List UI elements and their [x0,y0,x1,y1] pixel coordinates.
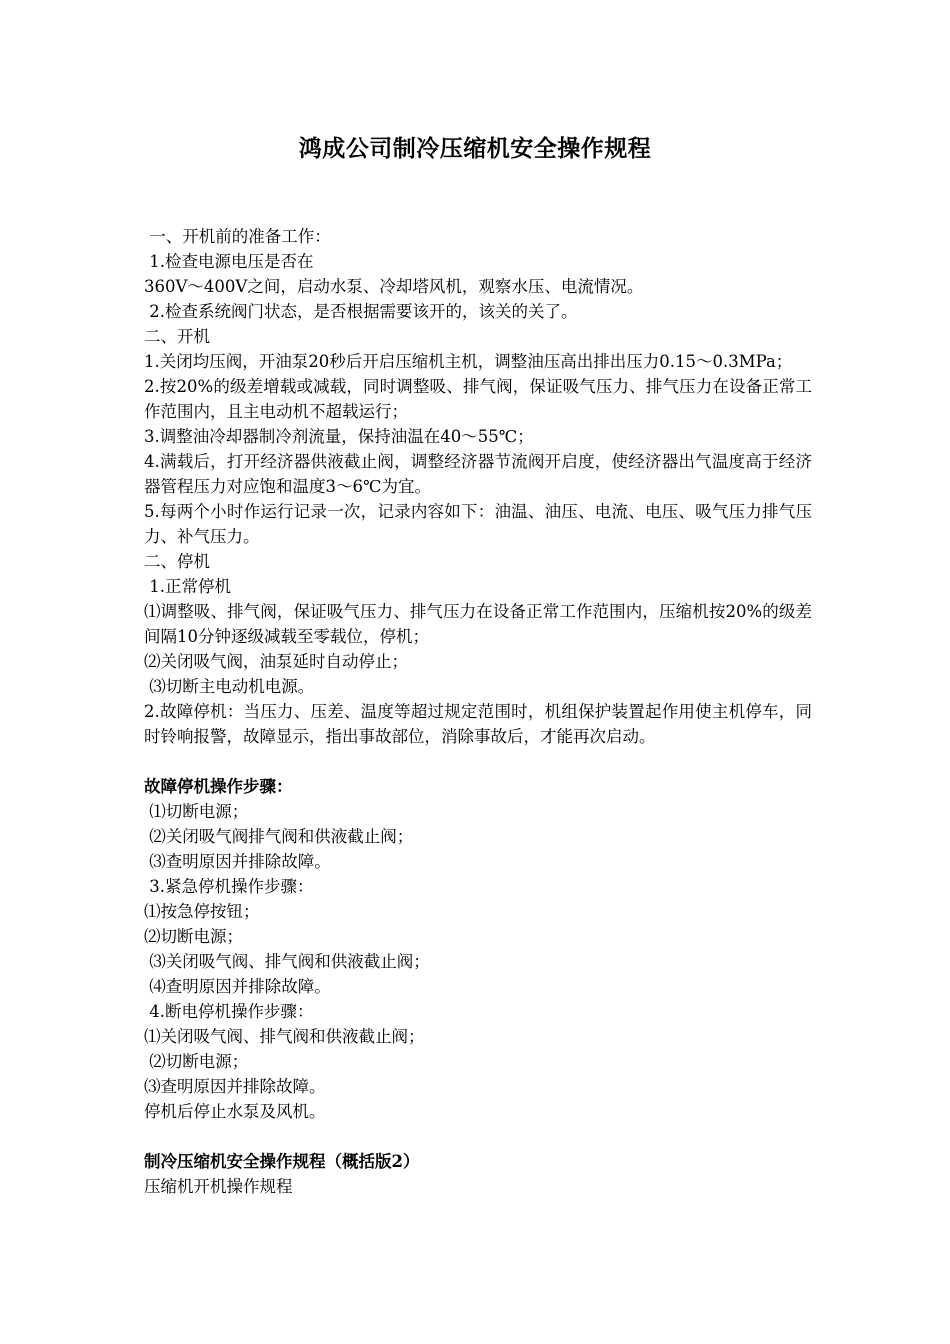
list-item: ⑷查明原因并排除故障。 [144,977,331,996]
list-item: ⑶查明原因并排除故障。 [144,852,331,871]
list-item: ⑶查明原因并排除故障。 [144,1077,326,1096]
paragraph-line: 360V～400V之间，启动水泵、冷却塔风机，观察水压、电流情况。 [144,277,644,296]
paragraph-line: 1.正常停机 [144,577,231,596]
paragraph-line: ⑵关闭吸气阀，油泵延时自动停止； [144,652,408,671]
paragraph-line: 4.断电停机操作步骤： [144,1002,314,1021]
paragraph-line: 1.关闭均压阀，开油泵20秒后开启压缩机主机，调整油压高出排出压力0.15～0.3MPa； [144,352,793,371]
paragraph-line: 停机后停止水泵及风机。 [144,1102,326,1121]
blank-line [144,1124,812,1149]
list-item: ⑵切断电源； [144,1052,249,1071]
paragraph-line: 1.检查电源电压是否在 [144,252,314,271]
paragraph-line: 5.每两个小时作运行记录一次，记录内容如下：油温、油压、电流、电压、吸气压力排气压力、补气压力。 [144,502,812,546]
paragraph-line: 压缩机开机操作规程 [144,1177,293,1196]
section-heading-shutdown: 二、停机 [144,552,210,571]
document-title: 鸿成公司制冷压缩机安全操作规程 [298,135,652,162]
paragraph-line: ⑶切断主电动机电源。 [144,677,315,696]
paragraph-line: 3.调整油冷却器制冷剂流量，保持油温在40～55℃； [144,427,534,446]
list-item: ⑴按急停按钮； [144,902,260,921]
section-heading-preparation: 一、开机前的准备工作： [144,227,331,246]
paragraph-line: ⑴调整吸、排气阀，保证吸气压力、排气压力在设备正常工作范围内，压缩机按20%的级差间隔10分钟逐级减载至零载位，停机； [144,602,812,646]
paragraph-line: 2.按20%的级差增载或减载，同时调整吸、排气阀，保证吸气压力、排气压力在设备正常工作范围内，且主电动机不超载运行； [144,377,812,421]
list-item: ⑵切断电源； [144,927,243,946]
list-item: ⑵关闭吸气阀排气阀和供液截止阀； [144,827,414,846]
section-heading-startup: 二、开机 [144,327,210,346]
list-item: ⑶关闭吸气阀、排气阀和供液截止阀； [144,952,430,971]
list-item: ⑴关闭吸气阀、排气阀和供液截止阀； [144,1027,425,1046]
paragraph-line: 2.故障停机：当压力、压差、温度等超过规定范围时，机组保护装置起作用使主机停车，同时铃响报警，故障显示，指出事故部位，消除事故后，才能再次启动。 [144,702,812,746]
subheading-summary-version: 制冷压缩机安全操作规程（概括版2） [144,1152,420,1171]
paragraph-line: 2.检查系统阀门状态，是否根据需要该开的，该关的关了。 [144,302,578,321]
paragraph-line: 4.满载后，打开经济器供液截止阀，调整经济器节流阀开启度，使经济器出气温度高于经济器管程压力对应饱和温度3～6℃为宜。 [144,452,812,496]
paragraph-line: 3.紧急停机操作步骤： [144,877,314,896]
blank-line [144,749,812,774]
subheading-fault-stop-steps: 故障停机操作步骤： [144,777,293,796]
list-item: ⑴切断电源； [144,802,249,821]
document-body [144,224,812,1199]
